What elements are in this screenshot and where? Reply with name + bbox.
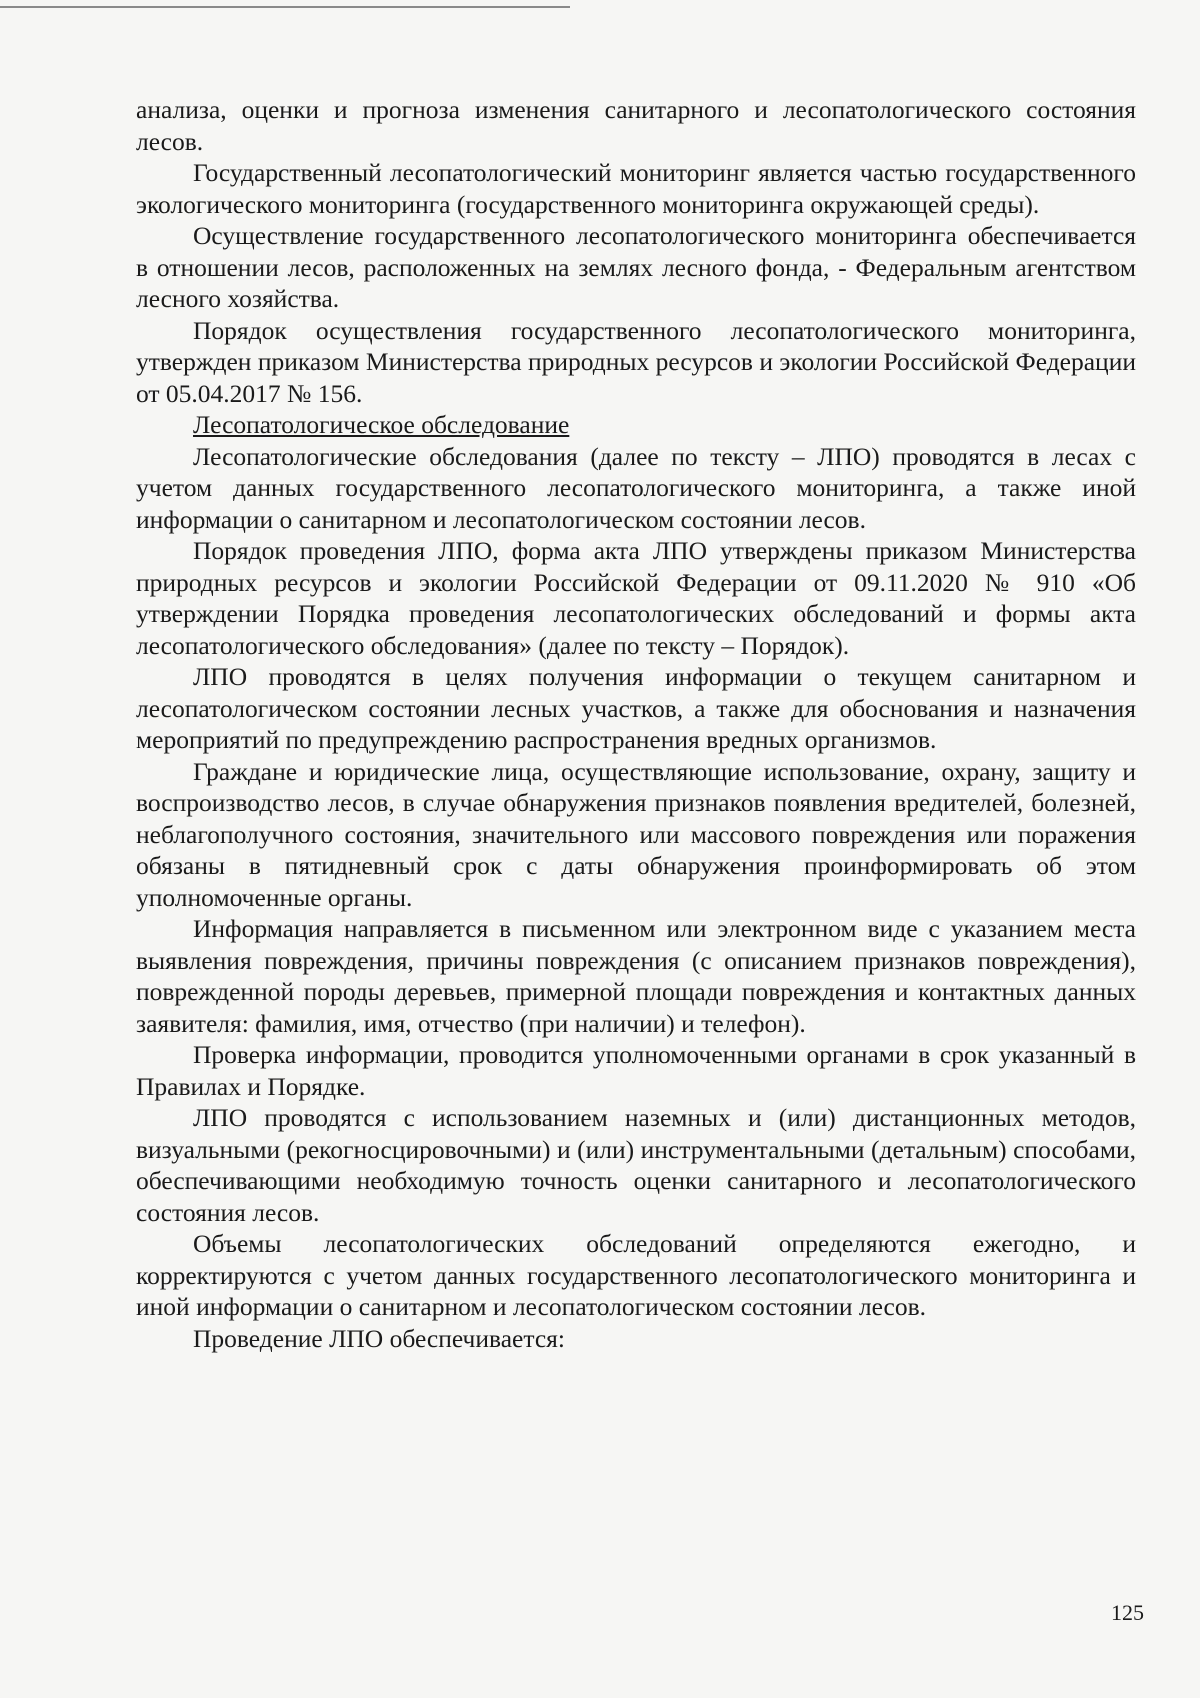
paragraph-monitoring-part: Государственный лесопатологический мониторинг является частью государственного экологического мониторинга (государственного мониторинга окружающей среды).: [136, 158, 1136, 219]
paragraph-monitoring-implementation: Осуществление государственного лесопатологического мониторинга обеспечивается в отношении лесов, расположенных на землях лесного фонда, - Федеральным агентством лесного хозяйства.: [136, 221, 1136, 313]
paragraph-lpo-volumes: Объемы лесопатологических обследований определяются ежегодно, и корректируются с учетом данных государственного лесопатологического мониторинга и иной информации о санитарном и лесопатологическом состоянии лесов.: [136, 1229, 1136, 1321]
scan-edge-line: [0, 6, 570, 8]
paragraph-verification: Проверка информации, проводится уполномоченными органами в срок указанный в Правилах и Порядке.: [136, 1040, 1136, 1101]
paragraph-lpo-methods: ЛПО проводятся с использованием наземных и (или) дистанционных методов, визуальными (рекогносцировочными) и (или) инструментальными (детальным) способами, обеспечивающими необходимую точность оценки санитарного и лесопатологического состояния лесов.: [136, 1103, 1136, 1227]
paragraph-information-content: Информация направляется в письменном или электронном виде с указанием места выявления повреждения, причины повреждения (с описанием признаков повреждения), поврежденной породы деревьев, примерной площади повреждения и контактных данных заявителя: фамилия, имя, отчество (при наличии) и телефон).: [136, 914, 1136, 1038]
paragraph-continuation: анализа, оценки и прогноза изменения санитарного и лесопатологического состояния лесов.: [136, 95, 1136, 156]
paragraph-citizens-duty: Граждане и юридические лица, осуществляющие использование, охрану, защиту и воспроизводство лесов, в случае обнаружения признаков появления вредителей, болезней, неблагополучного состояния, значительного или массового повреждения или поражения обязаны в пятидневный срок с даты обнаружения проинформировать об этом уполномоченные органы.: [136, 756, 1136, 912]
paragraph-lpo-provision: Проведение ЛПО обеспечивается:: [193, 1323, 565, 1353]
paragraph-lpo-definition: Лесопатологические обследования (далее по тексту – ЛПО) проводятся в лесах с учетом данных государственного лесопатологического мониторинга, а также иной информации о санитарном и лесопатологическом состоянии лесов.: [136, 441, 1136, 534]
paragraph-lpo-purpose: ЛПО проводятся в целях получения информации о текущем санитарном и лесопатологическом состоянии лесных участков, а также для обоснования и назначения мероприятий по предупреждению распространения вредных организмов.: [136, 662, 1136, 754]
paragraph-monitoring-order: Порядок осуществления государственного лесопатологического мониторинга, утвержден приказом Министерства природных ресурсов и экологии Российской Федерации от 05.04.2017 № 156.: [136, 315, 1136, 408]
document-body: [136, 94, 1136, 1354]
paragraph-lpo-order: Порядок проведения ЛПО, форма акта ЛПО утверждены приказом Министерства природных ресурсов и экологии Российской Федерации от 09.11.2020 № 910 «Об утверждении Порядка проведения лесопатологических обследований и формы акта лесопатологического обследования» (далее по тексту – Порядок).: [136, 536, 1136, 660]
page-number: 125: [1111, 1600, 1144, 1625]
section-heading: Лесопатологическое обследование: [193, 410, 570, 439]
